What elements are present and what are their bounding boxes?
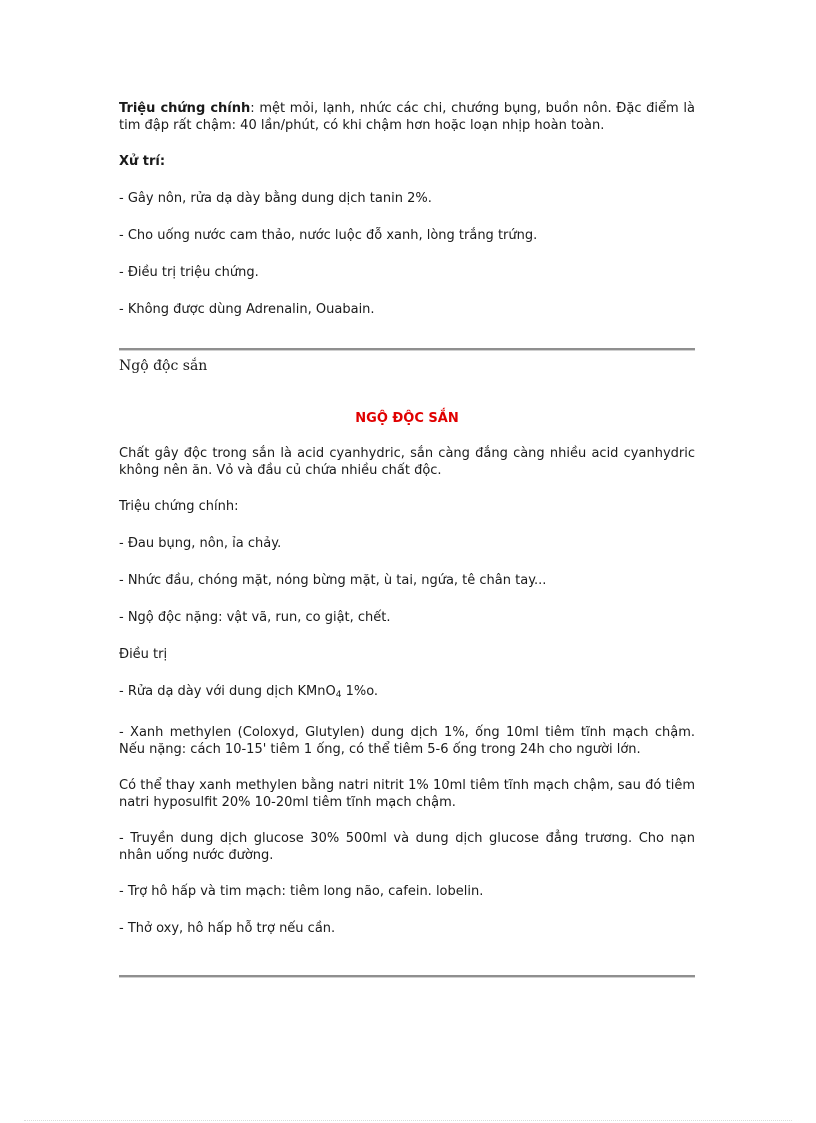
treatment-step: Có thể thay xanh methylen bằng natri nitrit 1% 10ml tiêm tĩnh mạch chậm, sau đó tiêm natri hyposulfit 20% 10-20ml tiêm tĩnh mạch chậm. [119,778,695,810]
intro-paragraph: Chất gây độc trong sắn là acid cyanhydric, sắn càng đắng càng nhiều acid cyanhydric không nên ăn. Vỏ và đầu củ chứa nhiều chất độc. [119,446,695,478]
section-divider [119,348,695,351]
symptoms-paragraph [119,100,695,134]
symptoms-heading: Triệu chứng chính: [119,499,239,514]
treatment-step: - Thở oxy, hô hấp hỗ trợ nếu cần. [119,921,336,936]
page-footer-rule [24,1120,792,1121]
treatment-item: - Cho uống nước cam thảo, nước luộc đỗ xanh, lòng trắng trứng. [119,228,538,243]
section-divider-bottom [119,975,695,978]
treatment-kmno4 [119,683,695,704]
symptom-item: - Đau bụng, nôn, ỉa chảy. [119,536,282,551]
treatment-step: - Truyền dung dịch glucose 30% 500ml và dung dịch glucose đẳng trương. Cho nạn nhân uống nước đường. [119,831,695,863]
section-title: NGỘ ĐỘC SẮN [355,411,459,426]
symptoms-label: Triệu chứng chính [119,101,251,116]
symptoms-text: : mệt mỏi, lạnh, nhức các chi, chướng bụng, buồn nôn. Đặc điểm là tim đập rất chậm: 40 lần/phút, có khi chậm hơn hoặc loạn nhịp hoàn toàn. [119,101,695,133]
treatment-heading-2: Điều trị [119,647,168,662]
section-label: Ngộ độc sắn [119,358,208,374]
treatment-step: - Xanh methylen (Coloxyd, Glutylen) dung dịch 1%, ống 10ml tiêm tĩnh mạch chậm. Nếu nặng: cách 10-15' tiêm 1 ống, có thể tiêm 5-6 ống trong 24h cho người lớn. [119,725,695,757]
kmno4-prefix: - Rửa dạ dày với dung dịch KMnO [119,684,336,699]
treatment-item: - Điều trị triệu chứng. [119,265,259,280]
kmno4-subscript: 4 [335,690,342,700]
treatment-item: - Gây nôn, rửa dạ dày bằng dung dịch tanin 2%. [119,191,432,206]
treatment-item: - Không được dùng Adrenalin, Ouabain. [119,302,375,317]
kmno4-suffix: 1%o. [341,684,379,699]
symptom-item: - Ngộ độc nặng: vật vã, run, co giật, chết. [119,610,391,625]
treatment-heading: Xử trí: [119,154,166,169]
document-body [119,100,695,978]
treatment-step: - Trợ hô hấp và tim mạch: tiêm long não, cafein. lobelin. [119,884,484,899]
symptom-item: - Nhức đầu, chóng mặt, nóng bừng mặt, ù tai, ngứa, tê chân tay... [119,573,547,588]
